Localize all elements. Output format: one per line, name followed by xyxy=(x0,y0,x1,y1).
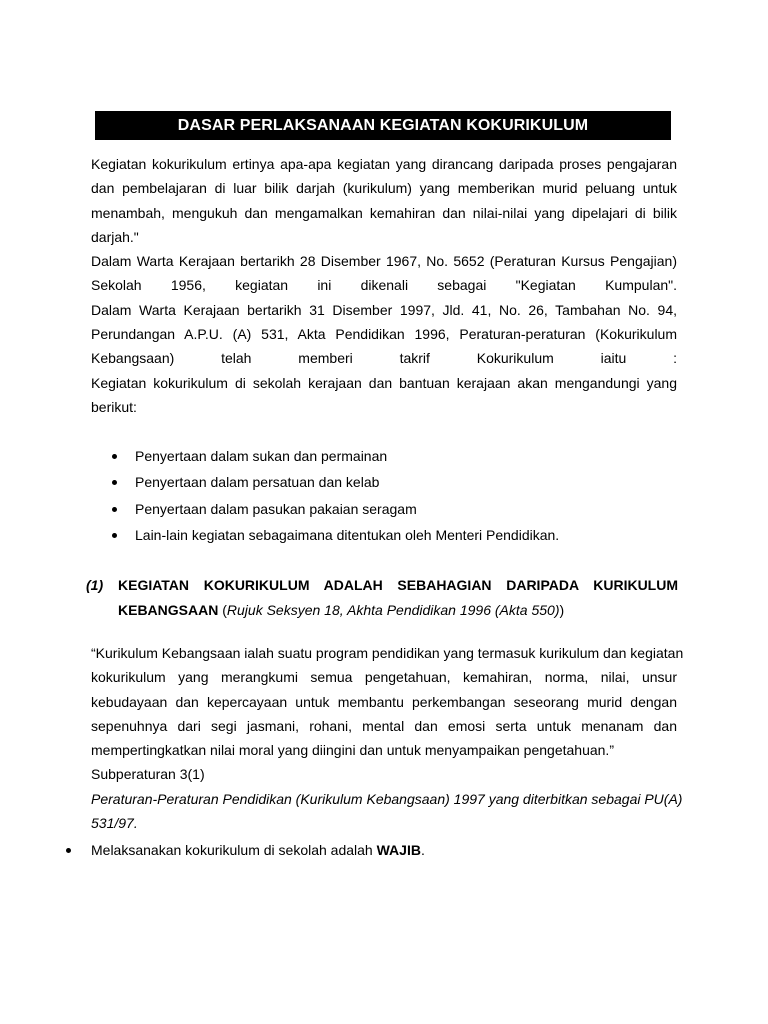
quote-line: Subperaturan 3(1) xyxy=(91,766,205,783)
intro-line: Kebangsaan) telah memberi takrif Kokurikulum iaitu : xyxy=(91,350,677,367)
final-bullet-text-before: Melaksanakan kokurikulum di sekolah adalah xyxy=(91,842,377,858)
list-item-text: Penyertaan dalam pasukan pakaian seragam xyxy=(135,500,417,517)
quote-line: “Kurikulum Kebangsaan ialah suatu program pendidikan yang termasuk kurikulum dan kegiatan xyxy=(91,645,684,661)
final-bullet xyxy=(62,838,425,862)
intro-line: darjah." xyxy=(91,228,139,245)
document-title: DASAR PERLAKSANAAN KEGIATAN KOKURIKULUM xyxy=(95,111,671,140)
section-heading-reference: Rujuk Seksyen 18, Akhta Pendidikan 1996 (Akta 550) xyxy=(226,601,560,618)
section-number: (1) xyxy=(86,577,104,593)
intro-line: Dalam Warta Kerajaan bertarikh 31 Disember 1997, Jld. 41, No. 26, Tambahan No. 94, xyxy=(91,301,677,318)
section-heading-bold: KEBANGSAAN xyxy=(118,601,219,618)
final-bullet-text xyxy=(91,842,425,858)
list-item-text: Lain-lain kegiatan sebagaimana ditentukan oleh Menteri Pendidikan. xyxy=(135,526,560,543)
bullet-dot-icon xyxy=(112,454,117,459)
bullet-dot-icon xyxy=(112,533,117,538)
bullet-dot-icon xyxy=(112,480,117,485)
bullet-dot-icon xyxy=(112,507,117,512)
section-heading-paren-open: ( xyxy=(218,601,227,618)
quote-paragraph xyxy=(91,641,684,835)
quote-line: kokurikulum yang merangkumi semua pengetahuan, kemahiran, norma, nilai, unsur xyxy=(91,669,677,686)
intro-line: berikut: xyxy=(91,398,137,415)
quote-line: mempertingkatkan nilai moral yang diingini dan untuk menyampaikan pengetahuan.” xyxy=(91,742,614,759)
section-heading-line-1: KEGIATAN KOKURIKULUM ADALAH SEBAHAGIAN DARIPADA KURIKULUM xyxy=(118,577,678,593)
quote-line: Peraturan-Peraturan Pendidikan (Kurikulum Kebangsaan) 1997 yang diterbitkan sebagai PU(A) xyxy=(91,790,683,807)
list-item-text: Penyertaan dalam persatuan dan kelab xyxy=(135,474,380,491)
intro-line: Perundangan A.P.U. (A) 531, Akta Pendidikan 1996, Peraturan-peraturan (Kokurikulum xyxy=(91,326,677,343)
list-item xyxy=(108,443,559,469)
quote-line: kebudayaan dan kepercayaan untuk membantu perkembangan seseorang murid dengan xyxy=(91,693,677,710)
bullet-dot-icon xyxy=(66,848,71,853)
quote-line: sepenuhnya dari segi jasmani, rohani, mental dan emosi serta untuk menanam dan xyxy=(91,717,677,734)
section-heading-paren-close: ) xyxy=(559,601,565,618)
intro-line: Kegiatan kokurikulum ertinya apa-apa kegiatan yang dirancang daripada proses pengajaran xyxy=(91,156,677,172)
list-item xyxy=(108,496,559,522)
quote-line: 531/97. xyxy=(91,815,138,832)
list-item-text: Penyertaan dalam sukan dan permainan xyxy=(135,448,388,464)
intro-line: Kegiatan kokurikulum di sekolah kerajaan dan bantuan kerajaan akan mengandungi yang xyxy=(91,374,677,391)
section-1-heading xyxy=(86,573,678,622)
list-item xyxy=(108,522,559,548)
final-bullet-bold: WAJIB xyxy=(376,842,421,858)
intro-line: Sekolah 1956, kegiatan ini dikenali sebagai "Kegiatan Kumpulan". xyxy=(91,277,677,294)
intro-line: menambah, mengukuh dan mengamalkan kemahiran dan nilai-nilai yang dipelajari di bilik xyxy=(91,204,677,221)
activity-list xyxy=(108,443,559,548)
intro-paragraph xyxy=(91,152,677,419)
final-bullet-text-after: . xyxy=(420,842,425,858)
list-item xyxy=(108,469,559,495)
intro-line: dan pembelajaran di luar bilik darjah (kurikulum) yang memberikan murid peluang untuk xyxy=(91,180,677,197)
intro-line: Dalam Warta Kerajaan bertarikh 28 Disember 1967, No. 5652 (Peraturan Kursus Pengajian) xyxy=(91,253,677,270)
section-heading-line-2 xyxy=(118,598,678,623)
